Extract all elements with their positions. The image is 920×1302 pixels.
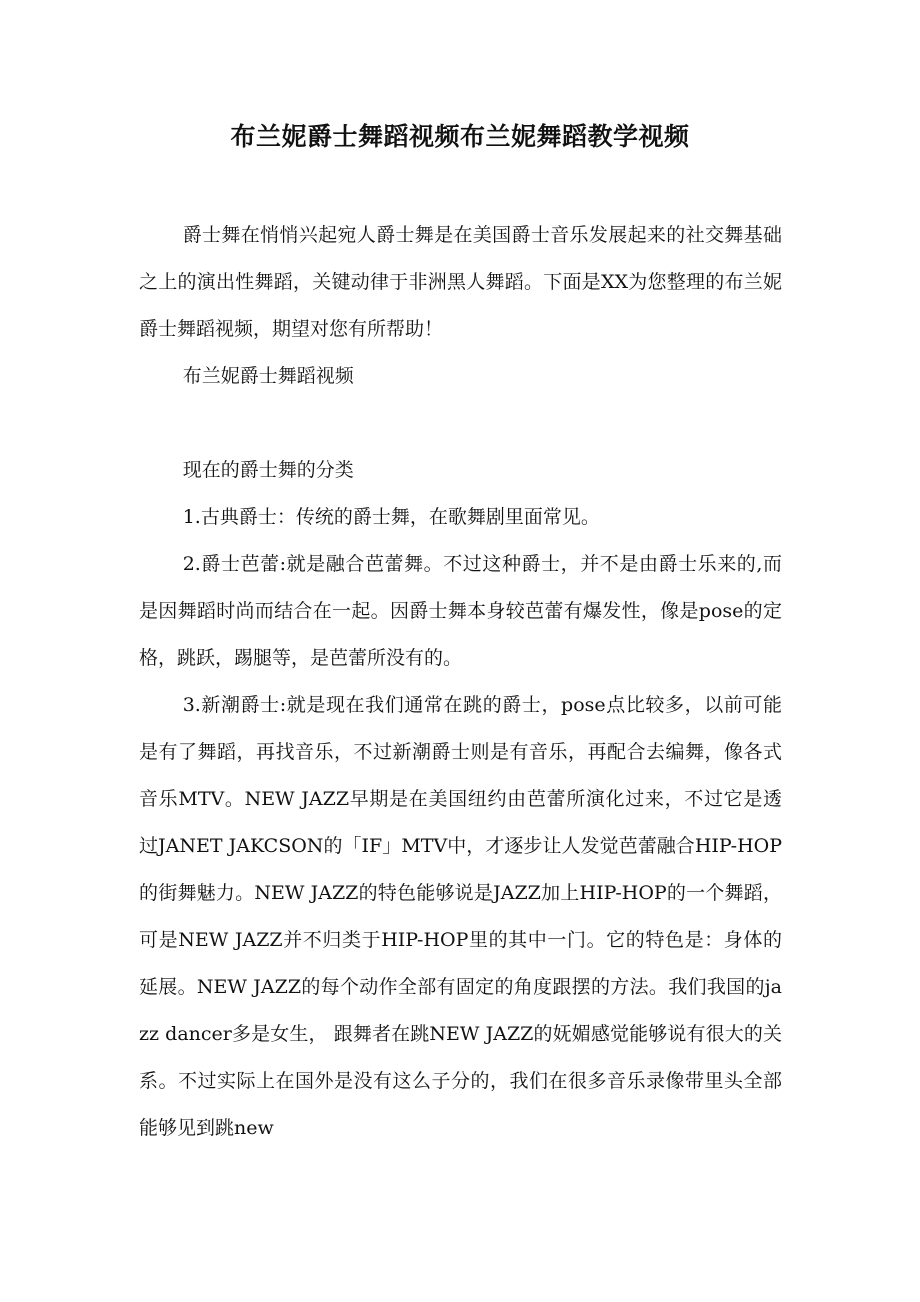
list-item-new-jazz: 3.新潮爵士:就是现在我们通常在跳的爵士，pose点比较多，以前可能是有了舞蹈，再找音乐，不过新潮爵士则是有音乐，再配合去编舞，像各式音乐MTV。NEW JAZZ早期是在美国纽约由芭蕾所演化过来，不过它是透过JANET JAKCSON的「IF」MTV中，才逐步让人发觉芭蕾融合HIP-HOP的街舞魅力。NEW JAZZ的特色能够说是JAZZ加上HIP-HOP的一个舞蹈，可是NEW JAZZ并不归类于HIP-HOP里的其中一门。它的特色是：身体的延展。NEW JAZZ的每个动作全部有固定的角度跟摆的方法。我们我国的jazz dancer多是女生， 跟舞者在跳NEW JAZZ的妩媚感觉能够说有很大的关系。不过实际上在国外是没有这么子分的，我们在很多音乐录像带里头全部能够见到跳new (139, 694, 782, 1139)
section-heading-video: 布兰妮爵士舞蹈视频 (182, 365, 354, 387)
list-item-classic-jazz: 1.古典爵士：传统的爵士舞，在歌舞剧里面常见。 (182, 506, 600, 528)
list-item-jazz-ballet: 2.爵士芭蕾:就是融合芭蕾舞。不过这种爵士，并不是由爵士乐来的,而是因舞蹈时尚而结合在一起。因爵士舞本身较芭蕾有爆发性，像是pose的定格，跳跃，踢腿等，是芭蕾所没有的。 (139, 553, 782, 669)
blank-line (139, 400, 782, 447)
document-title: 布兰妮爵士舞蹈视频布兰妮舞蹈教学视频 (230, 122, 690, 151)
intro-paragraph: 爵士舞在悄悄兴起宛人爵士舞是在美国爵士音乐发展起来的社交舞基础之上的演出性舞蹈，关键动律于非洲黑人舞蹈。下面是XX为您整理的布兰妮爵士舞蹈视频，期望对您有所帮助！ (139, 224, 782, 340)
section-heading-classification: 现在的爵士舞的分类 (182, 459, 354, 481)
document-body (139, 212, 782, 1152)
